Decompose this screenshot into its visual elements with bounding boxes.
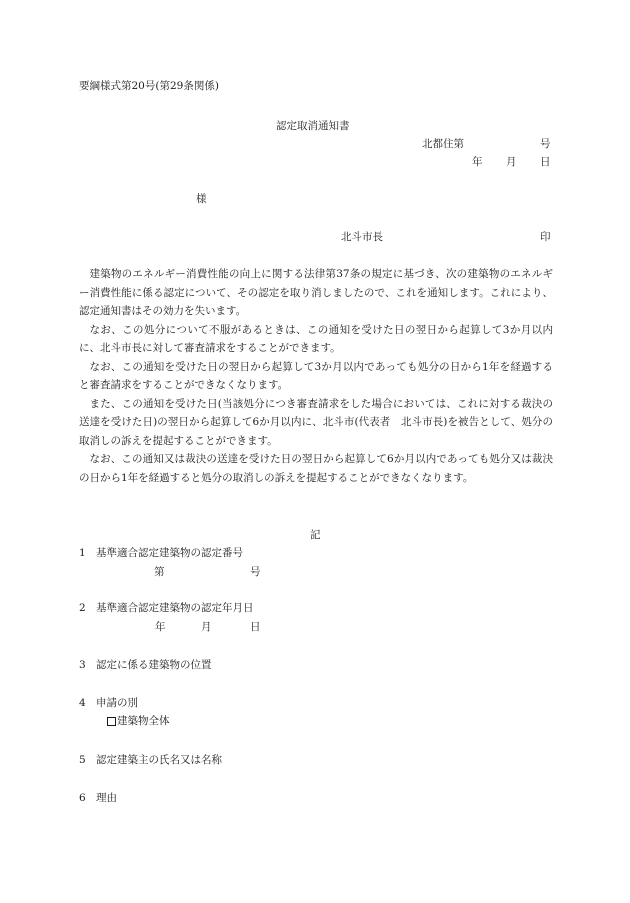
notice-body <box>79 265 553 487</box>
issuer-seal: 印 <box>540 231 551 243</box>
item1-suffix: 号 <box>250 566 261 578</box>
notice-date-month: 月 <box>506 156 517 168</box>
item2-year: 年 <box>155 621 166 633</box>
item1-prefix: 第 <box>154 566 165 578</box>
item6-number: 6 <box>79 792 86 804</box>
body-paragraph: また、この通知を受けた日(当該処分につき審査請求をした場合においては、これに対する裁決の送達を受けた日)の翌日から起算して6か月以内に、北斗市(代表者 北斗市長)を被告として、処分の取消しの訴えを提起することができます。 <box>79 397 553 447</box>
issuer-name: 北斗市長 <box>341 231 383 243</box>
ki-heading: 記 <box>310 529 321 541</box>
item3-number: 3 <box>79 659 86 671</box>
item1-number: 1 <box>79 547 86 559</box>
item5-number: 5 <box>79 754 86 766</box>
addressee-suffix: 様 <box>196 193 207 205</box>
notice-date-day: 日 <box>540 156 551 168</box>
item2-month: 月 <box>201 621 212 633</box>
notice-number-suffix: 号 <box>540 138 551 150</box>
item6-label: 理由 <box>96 792 117 804</box>
item4-checkbox-option[interactable] <box>107 716 170 727</box>
item1-label: 基準適合認定建築物の認定番号 <box>96 547 243 559</box>
checkbox-icon[interactable] <box>107 717 116 726</box>
item3-label: 認定に係る建築物の位置 <box>96 659 212 671</box>
body-paragraph: 建築物のエネルギー消費性能の向上に関する法律第37条の規定に基づき、次の建築物のエネルギー消費性能に係る認定について、その認定を取り消しましたので、これを通知します。これにより、認定通知書はその効力を失います。 <box>79 268 553 317</box>
checkbox-label: 建築物全体 <box>117 715 170 727</box>
item4-label: 申請の別 <box>96 697 138 709</box>
notice-date-year: 年 <box>472 156 483 168</box>
item5-label: 認定建築主の氏名又は名称 <box>96 754 222 766</box>
notice-number-prefix: 北都住第 <box>422 138 464 150</box>
item4-number: 4 <box>79 697 86 709</box>
item2-number: 2 <box>79 602 86 614</box>
document-title: 認定取消通知書 <box>276 120 350 132</box>
body-paragraph: なお、この処分について不服があるときは、この通知を受けた日の翌日から起算して3か月以内に、北斗市長に対して審査請求をすることができます。 <box>79 323 553 354</box>
item2-label: 基準適合認定建築物の認定年月日 <box>96 602 254 614</box>
body-paragraph: なお、この通知を受けた日の翌日から起算して3か月以内であっても処分の日から1年を経過すると審査請求をすることができなくなります。 <box>79 360 553 391</box>
form-label: 要綱様式第20号(第29条関係) <box>79 80 219 92</box>
item2-day: 日 <box>250 621 261 633</box>
body-paragraph: なお、この通知又は裁決の送達を受けた日の翌日から起算して6か月以内であっても処分又は裁決の日から1年を経過すると処分の取消しの訴えを提起することができなくなります。 <box>79 453 553 484</box>
